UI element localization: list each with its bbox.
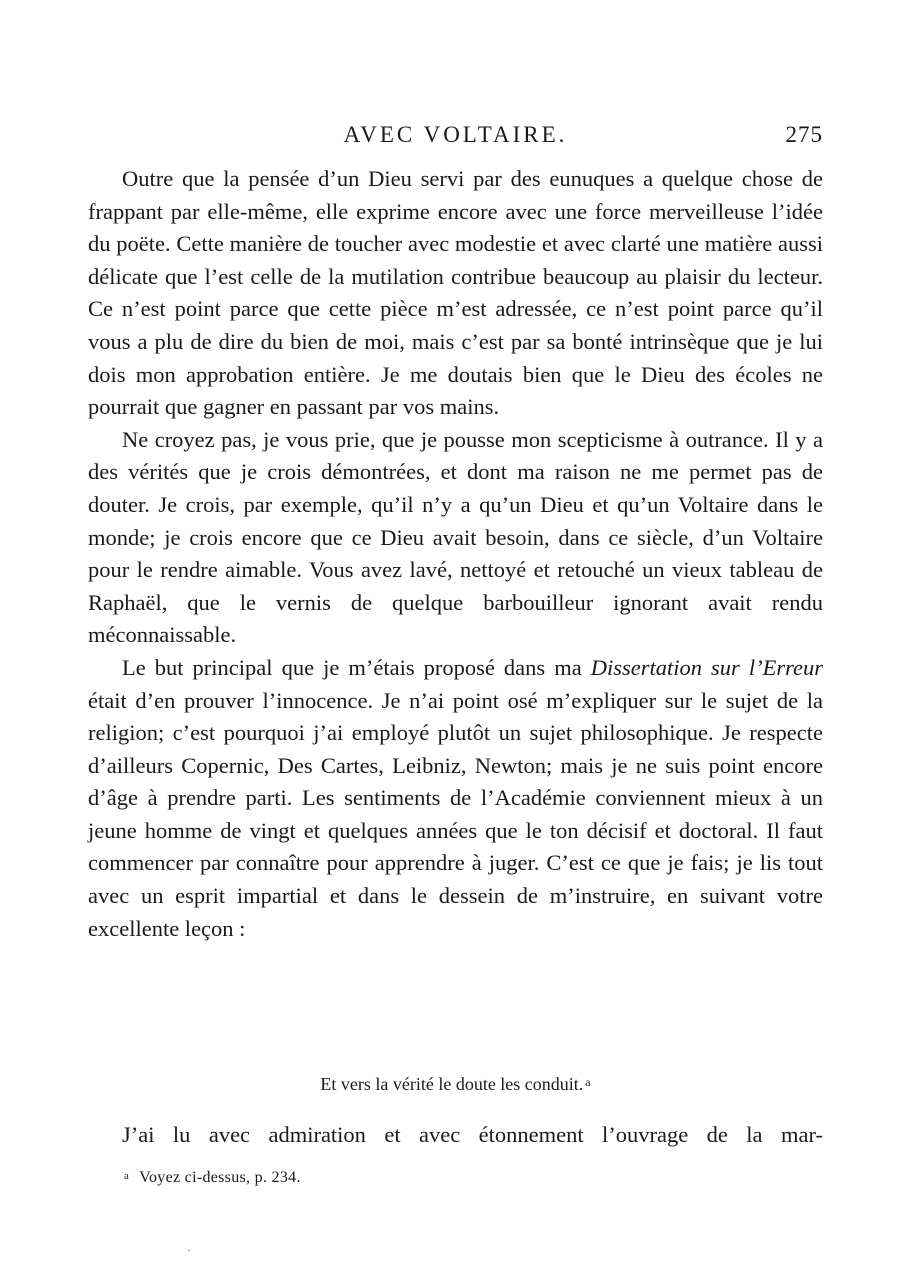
verse-text: Et vers la vérité le doute les conduit. xyxy=(320,1074,584,1094)
continuation-line: J’ai lu avec admiration et avec étonnement l’ouvrage de la mar- xyxy=(122,1122,823,1147)
paragraph: Outre que la pensée d’un Dieu servi par des eunuques a quelque chose de frappant par elle-même, elle exprime encore avec une force merveilleuse l’idée du poëte. Cette manière de toucher avec modestie et avec clarté une matière aussi délicate que l’est celle de la mutilation contribue beaucoup au plaisir du lecteur. Ce n’est point parce que cette pièce m’est adressée, ce n’est point parce qu’il vous a plu de dire du bien de moi, mais c’est par sa bonté intrinsèque que je lui dois mon approbation entière. Je me doutais bien que le Dieu des écoles ne pourrait que gagner en passant par vos mains. xyxy=(88,166,823,420)
body-text xyxy=(88,163,823,945)
work-title: Dissertation sur l’Erreur xyxy=(590,654,823,680)
print-speck xyxy=(188,1250,190,1251)
footnote-text: Voyez ci-dessus, p. 234. xyxy=(139,1169,301,1186)
running-header xyxy=(88,117,823,153)
paragraph-text: était d’en prouver l’innocence. Je n’ai point osé m’expliquer sur le sujet de la religion; c’est pourquoi j’ai employé plutôt un sujet philosophique. Je respecte d’ailleurs Copernic, Des Cartes, Leibniz, Newton; mais je ne suis point encore d’âge à prendre parti. Les sentiments de l’Académie conviennent mieux à un jeune homme de vingt et quelques années que le ton décisif et doctoral. Il faut commencer par connaître pour apprendre à juger. C’est ce que je fais; je lis tout avec un esprit impartial et dans le dessein de m’instruire, en suivant votre excellente leçon : xyxy=(88,687,823,941)
verse-quotation xyxy=(88,1068,823,1098)
footnote-reference: a xyxy=(585,1075,591,1089)
footnote-marker: a xyxy=(124,1170,130,1182)
running-title: AVEC VOLTAIRE. xyxy=(343,122,568,147)
paragraph xyxy=(88,652,823,945)
paragraph-text: Le but principal que je m’étais proposé dans ma xyxy=(122,654,591,680)
footnote xyxy=(124,1163,301,1191)
page-number: 275 xyxy=(785,122,823,147)
paragraph: Ne croyez pas, je vous prie, que je pousse mon scepticisme à outrance. Il y a des vérités que je crois démontrées, et dont ma raison ne me permet pas de douter. Je crois, par exemple, qu’il n’y a qu’un Dieu et qu’un Voltaire dans le monde; je crois encore que ce Dieu avait besoin, dans ce siècle, d’un Voltaire pour le rendre aimable. Vous avez lavé, nettoyé et retouché un vieux tableau de Raphaël, que le vernis de quelque barbouilleur ignorant avait rendu méconnaissable. xyxy=(88,426,823,648)
